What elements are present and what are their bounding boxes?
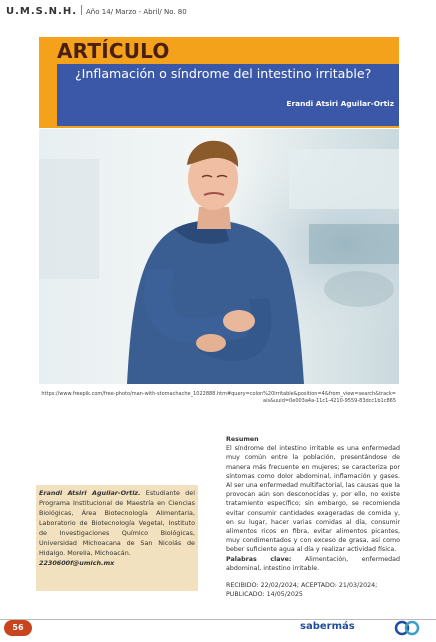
- section-label: ARTÍCULO: [57, 39, 170, 63]
- running-header: [6, 5, 430, 21]
- abstract-section: [226, 435, 400, 599]
- man-with-stomachache-illustration: [39, 129, 399, 384]
- keywords-text: Alimentación, enfermedad abdominal, intestino irritable.: [226, 555, 400, 572]
- institution-name: U.M.S.N.H.: [6, 6, 78, 17]
- author-email-link[interactable]: 2230600f@umich.mx: [39, 559, 115, 567]
- issue-info: Año 14/ Marzo - Abril/ No. 80: [86, 8, 187, 16]
- article-title: ¿Inflamación o síndrome del intestino irritable?: [75, 66, 372, 81]
- brand-name: sabermás: [300, 621, 355, 632]
- page-number: 56: [4, 620, 32, 636]
- header-divider: [81, 5, 82, 15]
- publication-dates: RECIBIDO: 22/02/2024; ACEPTADO: 21/03/2024; PUBLICADO: 14/05/2025: [226, 582, 378, 599]
- author-bio: [39, 488, 195, 568]
- article-photo: [39, 129, 399, 384]
- keywords: [226, 555, 400, 573]
- footer-divider: [0, 619, 436, 620]
- article-author: Erandi Atsiri Aguilar-Ortiz: [286, 99, 394, 108]
- brand-logo-icon: [394, 618, 422, 638]
- bio-author-name: Erandi Atsiri Aguilar-Ortiz.: [39, 489, 141, 497]
- photo-credit-link[interactable]: https://www.freepik.com/free-photo/man-with-stomachache_1022888.htm#query=colon%20irritable&position=4&from_view=search&track=ais&uuid=0e003a4a-11c1-4210-9559-83dcc1b1c865: [41, 391, 396, 404]
- bio-text: Estudiante del Programa Institucional de Maestría en Ciencias Biológicas, Área Biotecnología Alimentaria, Laboratorio de Biotecnología Vegetal, Instituto de Investigaciones Químico Biológicas, Universidad Michoacana de San Nicolás de Hidalgo. Morelia, Michoacán.: [39, 489, 195, 557]
- abstract-heading: Resumen: [226, 436, 259, 443]
- keywords-label: Palabras clave:: [226, 555, 292, 563]
- abstract-body: El síndrome del intestino irritable es una enfermedad muy común entre la población, presentándose de manera más frecuente en mujeres; se caracteriza por síntomas como dolor abdominal, inflamación y gases. Al ser una enfermedad multifactorial, las causas que la provocan aún son desconocidas y, por ello, no existe tratamiento específico; sin embargo, se recomienda evitar consumir cantidades exageradas de comida y, en su lugar, hacer varias comidas al día, consumir alimentos ricos en fibra, evitar alimentos picantes, muy condimentados y con exceso de grasa, así como beber suficiente agua al día y realizar actividad física.: [226, 445, 400, 554]
